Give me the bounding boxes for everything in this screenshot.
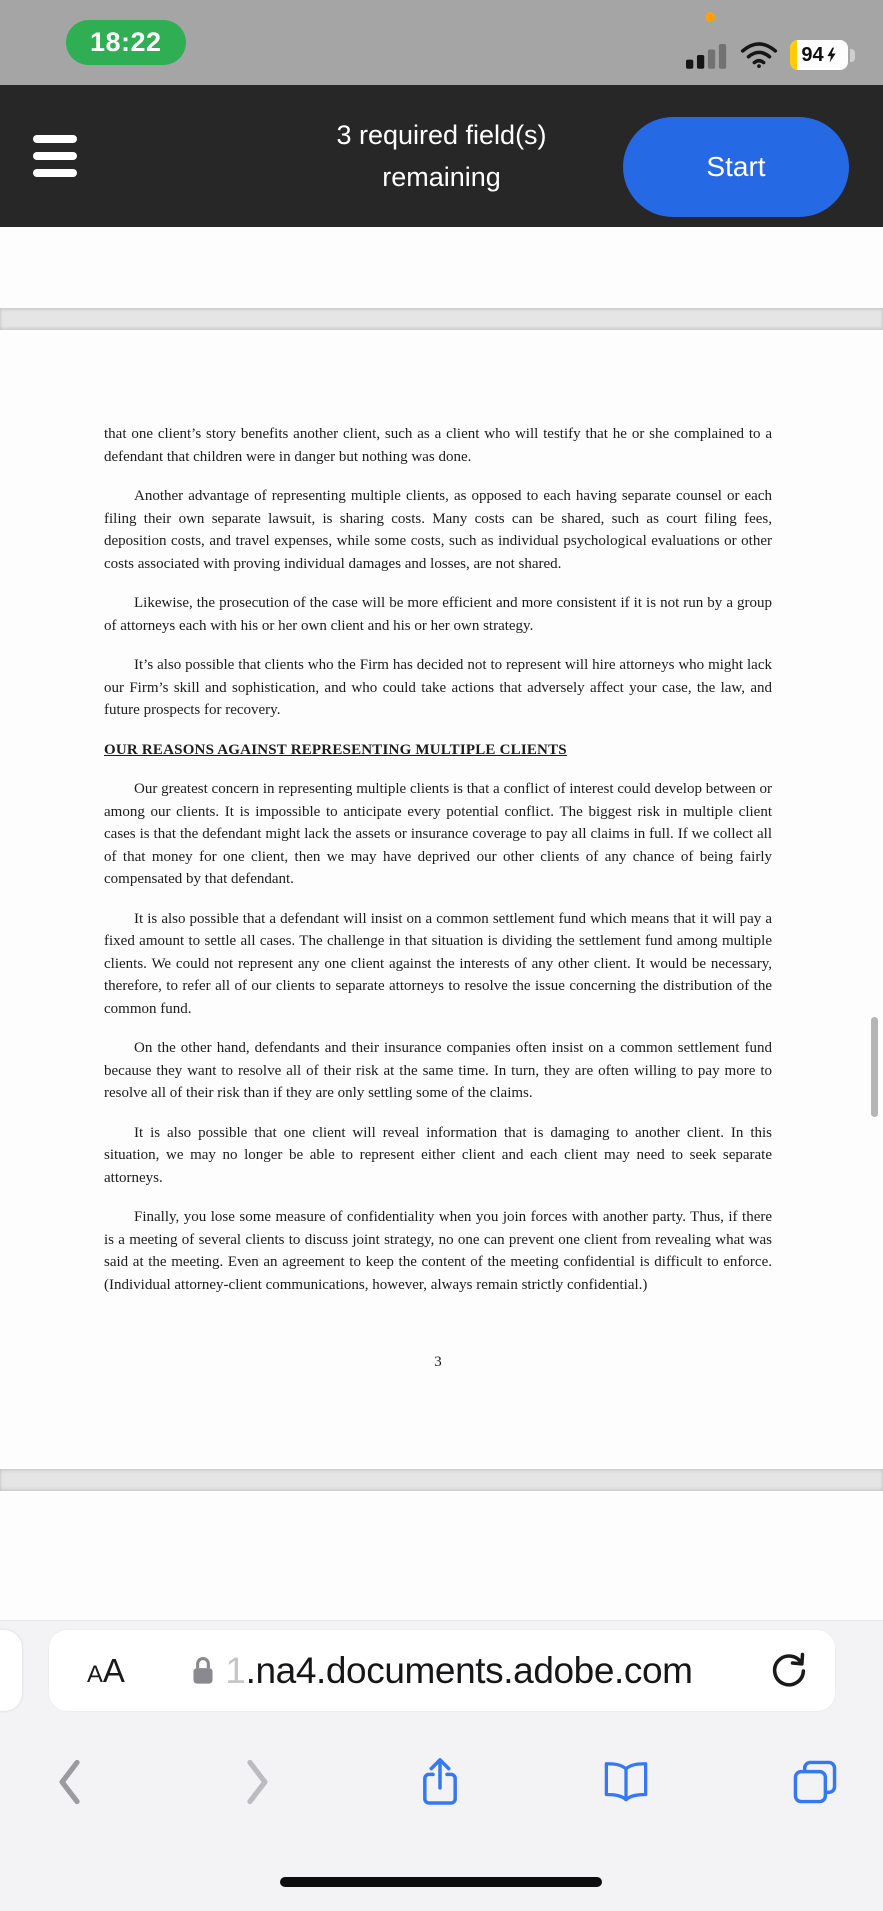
scrollbar-thumb[interactable] (871, 1017, 878, 1117)
url-domain: .na4.documents.adobe.com (245, 1649, 693, 1691)
battery-percent: 94 (801, 43, 824, 66)
sign-app-header (0, 85, 883, 227)
paragraph: It is also possible that a defendant will insist on a common settlement fund which means that it will pay a fixed amount to settle all cases. The challenge in that situation is dividing the settlement fund among multiple clients. We could not represent any one client against the interests of any other client. It would be necessary, therefore, to refer all of our clients to separate attorneys to resolve the issue concerning the distribution of the common fund. (104, 910, 772, 1017)
url-text (225, 1650, 692, 1692)
safari-bottom-bar (0, 1620, 883, 1911)
battery-charge-stripe (790, 40, 797, 70)
paragraph: On the other hand, defendants and their insurance companies often insist on a common settlement fund because they want to resolve all of their risk at the same time. In turn, they are often willing to pay more to resolve all of their risk than if they are only settling some of the claims. (104, 1040, 772, 1101)
required-fields-line1: 3 required field(s) (336, 120, 547, 150)
paragraph: Another advantage of representing multiple clients, as opposed to each having separate counsel or each filing their own separate lawsuit, is sharing costs. Many costs can be shared, such as court filing fees, deposition costs, and travel expenses, while some costs, such as individual psychological evaluations or other costs associated with proving individual damages and losses, are not shared. (104, 488, 772, 572)
time-pill[interactable] (66, 20, 186, 65)
url-bar[interactable] (49, 1630, 835, 1711)
paragraph: It is also possible that one client will reveal information that is damaging to another client. In this situation, we may no longer be able to represent either client and each client may need to seek separate attorneys. (104, 1124, 772, 1186)
wifi-icon (740, 41, 778, 69)
cellular-signal-icon (686, 40, 728, 70)
forward-button[interactable] (226, 1750, 290, 1814)
required-fields-line2: remaining (382, 162, 501, 192)
back-button[interactable] (37, 1750, 101, 1814)
document-viewer[interactable] (0, 227, 883, 1620)
adjacent-tab-edge[interactable] (0, 1630, 22, 1711)
charging-bolt-icon (826, 47, 837, 63)
tabs-icon[interactable] (783, 1750, 847, 1814)
status-icons (686, 40, 855, 70)
page-break-gap (0, 308, 883, 330)
url-truncated-prefix: 1 (225, 1649, 246, 1691)
paragraph: Finally, you lose some measure of confidentiality when you join forces with another party. Thus, if there is a meeting of several clients to discuss joint strategy, no one can prevent one client from revealing what was said at the meeting. Even an agreement to keep the content of the meeting confidential is difficult to enforce. (Individual attorney-client communications, however, always remain strictly confidential.) (104, 1209, 772, 1293)
paragraph: Likewise, the prosecution of the case will be more efficient and more consistent if it is not run by a group of attorneys each with his or her own client and his or her own strategy. (104, 595, 772, 634)
paragraph: that one client’s story benefits another client, such as a client who will testify that he or she complained to a defendant that children were in danger but nothing was done. (104, 426, 772, 465)
document-page (104, 423, 772, 1374)
start-button[interactable]: Start (623, 117, 849, 217)
reload-button[interactable] (769, 1630, 809, 1711)
share-icon[interactable] (408, 1750, 472, 1814)
mic-indicator-dot (705, 12, 715, 22)
page-break-gap (0, 1469, 883, 1491)
paragraph: It’s also possible that clients who the Firm has decided not to represent will hire attorneys who might lack our Firm’s skill and sophistication, and who could take actions that adversely affect your case, the law, and future prospects for recovery. (104, 657, 772, 718)
home-indicator[interactable] (280, 1877, 602, 1887)
section-heading: OUR REASONS AGAINST REPRESENTING MULTIPLE CLIENTS (104, 741, 567, 758)
page-number: 3 (434, 1354, 442, 1370)
bookmarks-icon[interactable] (594, 1750, 658, 1814)
battery-nub (850, 49, 855, 62)
clock-time: 18:22 (90, 27, 162, 57)
reader-options-label: AA (87, 1651, 125, 1689)
battery-icon (790, 40, 855, 70)
lock-icon (191, 1655, 215, 1686)
url-display (49, 1630, 835, 1711)
paragraph: Our greatest concern in representing multiple clients is that a conflict of interest could develop between or among our clients. It is impossible to anticipate every potential conflict. The biggest risk in multiple client cases is that the defendant might lack the assets or insurance coverage to pay all claims in full. If we collect all of that money for one client, then we may have deprived our other clients of any chance of being fairly compensated by that defendant. (104, 781, 772, 887)
hamburger-menu-button[interactable] (33, 135, 77, 177)
status-bar (0, 0, 883, 85)
